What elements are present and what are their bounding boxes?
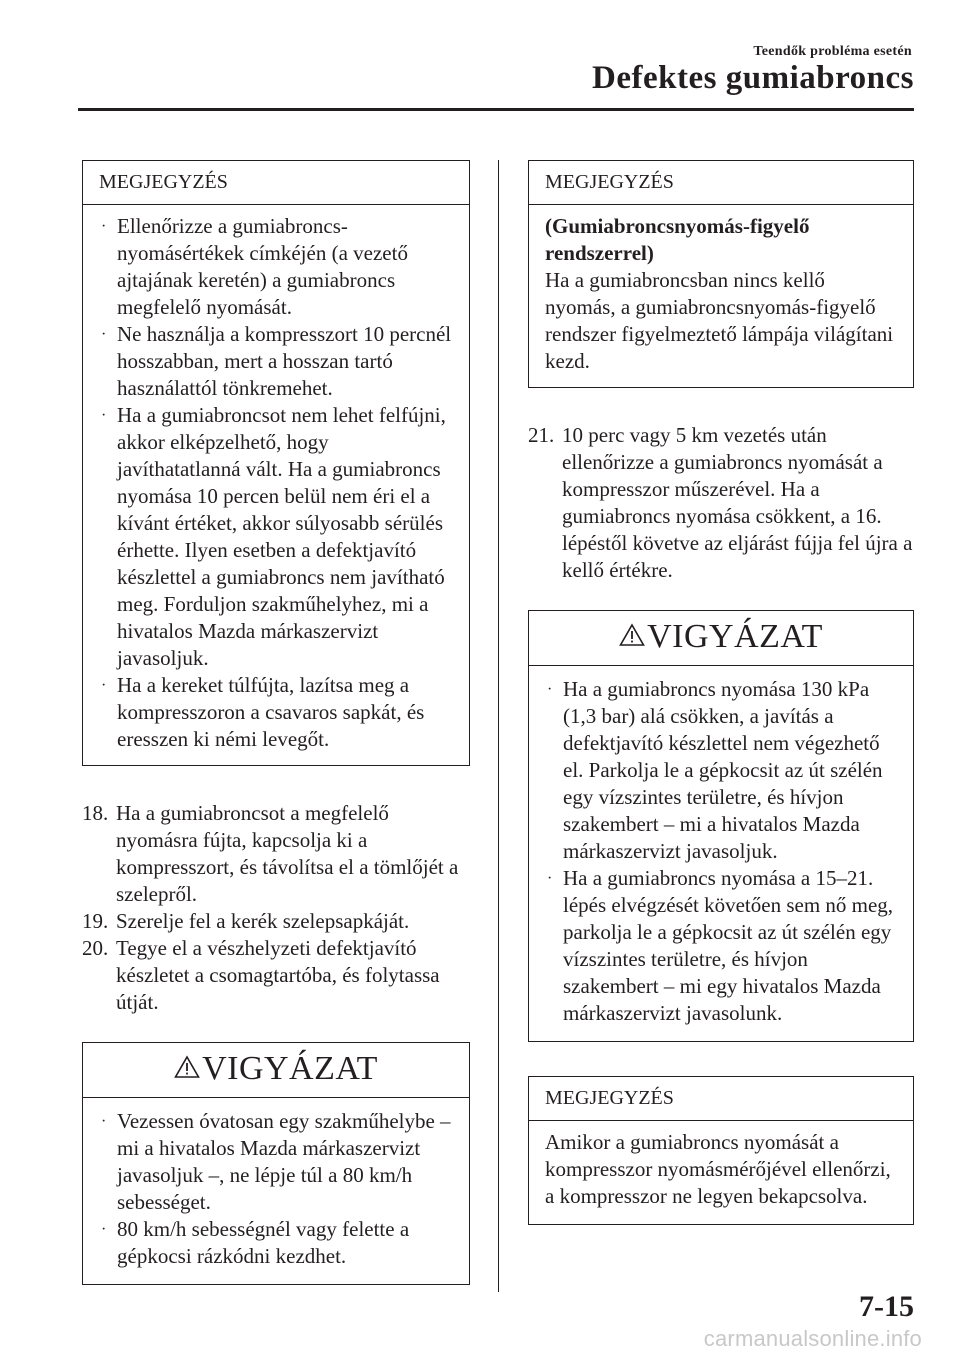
note-box [82,160,470,766]
column-divider [498,160,499,1292]
bullet-dot-icon: · [101,326,107,343]
bullet-dot-icon: · [101,677,107,694]
caution-heading: VIGYÁZAT [83,1043,469,1098]
warning-triangle-icon [174,1055,200,1079]
page-title: Defektes gumiabroncs [592,60,914,96]
right-column [528,160,914,1225]
step-text: Ha a gumiabroncsot a megfelelő nyomásra fújta, kapcsolja ki a kompresszort, és távolítsa el a tömlőjét a szelepről. [116,801,459,906]
note-heading: MEGJEGYZÉS [529,161,913,205]
step-text: 10 perc vagy 5 km vezetés után ellenőrizze a gumiabroncs nyomását a kompresszor műszerével. Ha a gumiabroncs nyomása csökkent, a 16. lépéstől követve az eljárást fújja fel újra a kellő értékre. [562,423,913,582]
step-item [82,908,470,935]
caution-heading: VIGYÁZAT [529,611,913,666]
step-list [528,422,914,584]
caution-bullets [99,1108,453,1270]
header-rule [78,108,914,111]
bullet-item: · 80 km/h sebességnél vagy felette a gépkocsi rázkódni kezdhet. [101,1217,410,1269]
bullet-dot-icon: · [547,870,553,888]
bullet-item: · Ha a gumiabroncs nyomása 130 kPa (1,3 bar) alá csökken, a javítás a defektjavító készlettel nem végezhető el. Parkolja le a gépkocsit az út szélén egy vízszintes területre, és hívjon szakembert – mi a hivatalos Mazda márkaszervizt javasoljuk. [547,677,883,864]
bullet-item: · Vezessen óvatosan egy szakműhelybe – mi a hivatalos Mazda márkaszervizt javasoljuk –, ne lépje túl a 80 km/h sebességet. [101,1109,451,1215]
bullet-item: · Ellenőrizze a gumiabroncs-nyomásértékek címkéjén (a vezető ajtajának keretén) a gumiabroncs megfelelő nyomását. [101,214,408,319]
warning-triangle-icon [619,623,645,647]
step-item [82,800,470,908]
step-item [82,935,470,1016]
note-box [528,160,914,388]
step-number: 20. [82,936,109,960]
note-heading: MEGJEGYZÉS [83,161,469,205]
note-box [528,1076,914,1225]
left-column [82,160,470,1285]
bullet-dot-icon: · [101,407,107,424]
step-list [82,800,470,1016]
note-bullets [99,213,453,753]
page-number: 7-15 [859,1290,914,1323]
bullet-dot-icon: · [547,681,553,699]
bullet-dot-icon: · [101,1221,107,1239]
bullet-item: · Ne használja a kompresszort 10 percnél hosszabban, mert a hosszan tartó használattól tönkremehet. [101,322,452,400]
step-text: Szerelje fel a kerék szelepsapkáját. [116,909,410,933]
caution-box [82,1042,470,1285]
bullet-item: · Ha a gumiabroncsot nem lehet felfújni, akkor elképzelhető, hogy javíthatatlanná vált. Ha a gumiabroncs nyomása 10 percen belül nem éri el a kívánt értéket, akkor súlyosabb sérülés érhette. Ilyen esetben a defektjavító készlettel a gumiabroncs nem javítható meg. Forduljon szakműhelyhez, mi a hivatalos Mazda márkaszervizt javasoljuk. [101,403,446,670]
bullet-dot-icon: · [101,1113,107,1131]
caution-bullets [545,676,897,1027]
step-text: Tegye el a vészhelyzeti defektjavító készletet a csomagtartóba, és folytassa útját. [116,936,440,1014]
step-number: 21. [528,423,555,447]
bullet-item: · Ha a gumiabroncs nyomása a 15–21. lépés elvégzését követően sem nő meg, parkolja le a gépkocsit az út szélén egy vízszintes területre, és hívjon szakembert – mi egy hivatalos Mazda márkaszervizt javasolunk. [547,866,894,1026]
step-number: 18. [82,801,109,825]
bullet-dot-icon: · [101,218,107,235]
caution-box [528,610,914,1042]
note-heading: MEGJEGYZÉS [529,1077,913,1121]
bullet-item: · Ha a kereket túlfújta, lazítsa meg a kompresszoron a csavaros sapkát, és eresszen ki némi levegőt. [101,673,425,751]
section-header: Teendők probléma esetén [753,44,912,59]
note-text: Amikor a gumiabroncs nyomását a kompresszor nyomásmérőjével ellenőrzi, a kompresszor ne legyen bekapcsolva. [545,1130,891,1209]
watermark: carmanualsonline.info [703,1326,922,1351]
step-item [528,422,914,584]
step-number: 19. [82,909,109,933]
note-subheading: (Gumiabroncsnyomás-figyelő rendszerrel) [545,214,810,265]
note-text: Ha a gumiabroncsban nincs kellő nyomás, a gumiabroncsnyomás-figyelő rendszer figyelmeztető lámpája világítani kezd. [545,268,894,373]
